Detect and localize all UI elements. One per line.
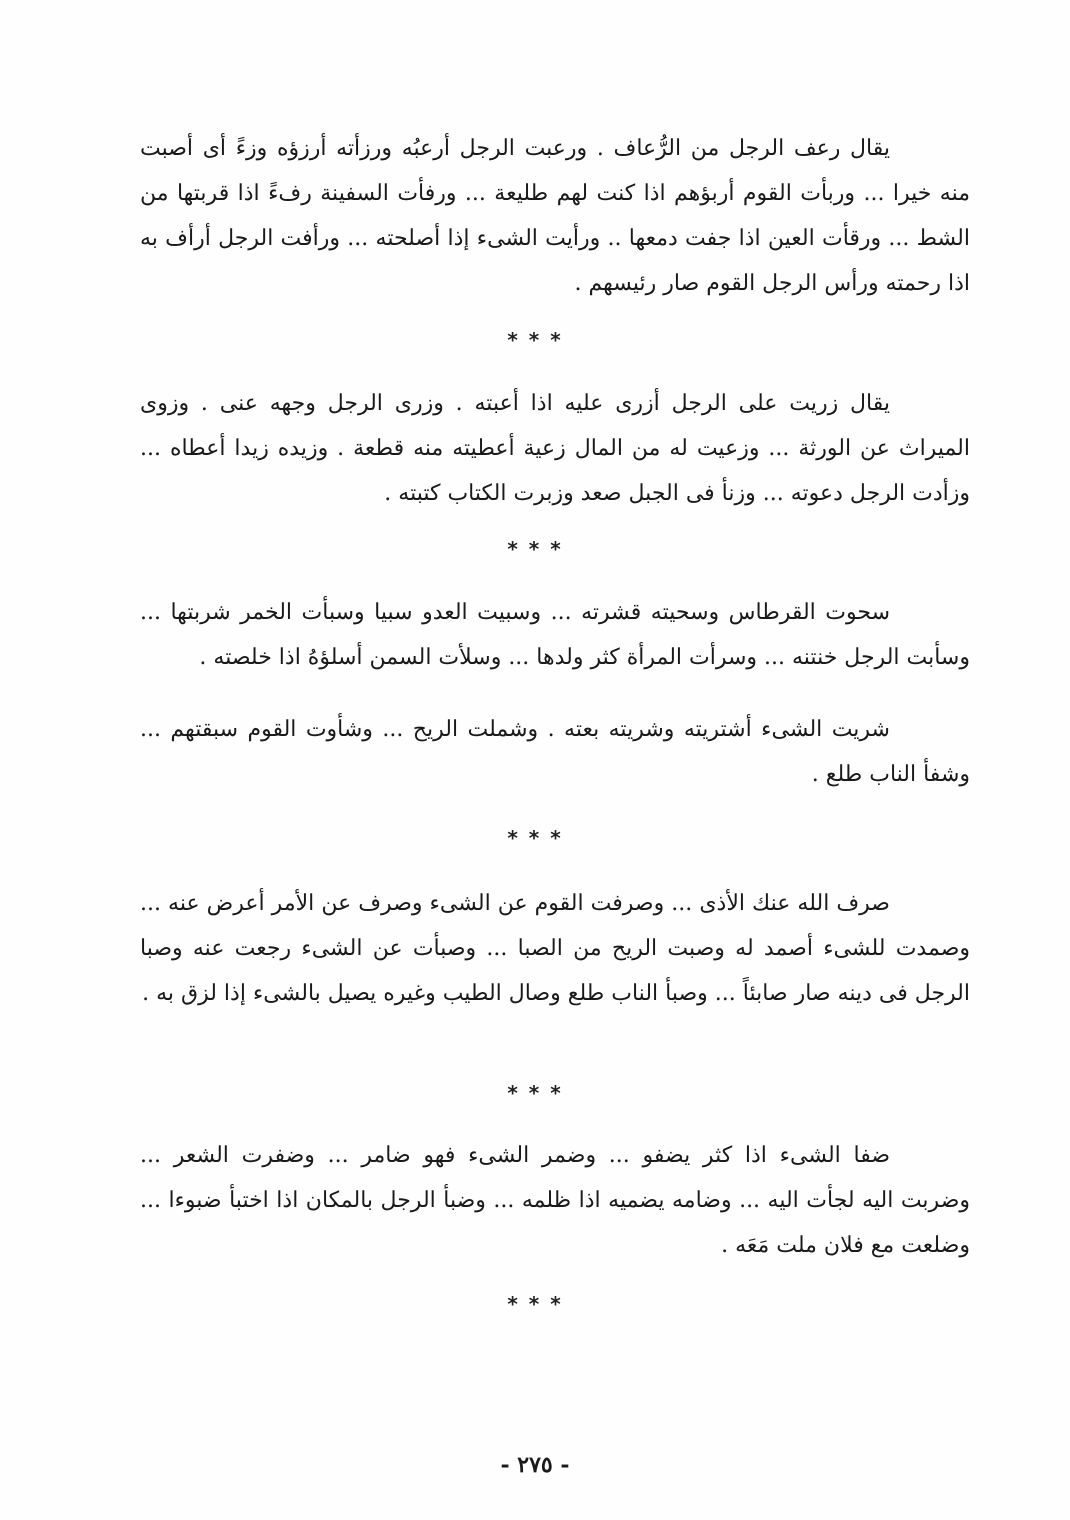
paragraph-text: ضفا الشىء اذا كثر يضفو ... وضمر الشىء فهو ضامر ... وضفرت الشعر ... وضربت اليه لجأت اليه ... وضامه يضميه اذا ظلمه ... وضبأ الرجل بالمكان اذا اختبأ ضبوءا ... وضلعت مع فلان ملت مَعَه . [140, 1143, 970, 1258]
paragraph-text: يقال رعف الرجل من الرُّعاف . ورعبت الرجل أرعبُه ورزأته أرزؤه وزءً أى أصبت منه خيرا ... وربأت القوم أربؤهم اذا كنت لهم طليعة ... ورفأت السفينة رفءً اذا قربتها من الشط ... ورقأت العين اذا جفت دمعها .. ورأيت الشىء إذا أصلحته ... ورأفت الرجل أرأف به اذا رحمته ورأس الرجل القوم صار رئيسهم . [140, 136, 970, 296]
paragraph-shin [140, 707, 970, 797]
paragraph-text: صرف الله عنك الأذى ... وصرفت القوم عن الشىء وصرف عن الأمر أعرض عنه ... وصمدت للشىء أصمد له وصبت الريح من الصبا ... وصبأت عن الشىء رجعت عنه وصبا الرجل فى دينه صار صابئاً ... وصبأ الناب طلع وصال الطيب وغيره يصيل بالشىء إذا لزق به . [140, 891, 970, 1006]
section-separator: * * * [507, 1081, 563, 1105]
section-separator: * * * [507, 826, 563, 850]
paragraph-text: شريت الشىء أشتريته وشريته بعته . وشملت الريح ... وشأوت القوم سبقتهم ... وشفأ الناب طلع . [140, 717, 970, 787]
paragraph-dad [140, 1133, 970, 1268]
paragraph-text: يقال زريت على الرجل أزرى عليه اذا أعبته . وزرى الرجل وجهه عنى . وزوى الميراث عن الورثة ... وزعيت له من المال زعية أعطيته منه قطعة . وزيده زيدا أعطاه ... وزأدت الرجل دعوته ... وزنأ فى الجبل صعد وزبرت الكتاب كتبته . [140, 391, 970, 506]
section-separator: * * * [507, 1292, 563, 1316]
section-separator: * * * [507, 328, 563, 352]
paragraph-za [140, 381, 970, 516]
page-number: - ٢٧٥ - [500, 1452, 570, 1478]
paragraph-sin [140, 590, 970, 680]
paragraph-ra [140, 126, 970, 306]
paragraph-sad [140, 881, 970, 1016]
paragraph-text: سحوت القرطاس وسحيته قشرته ... وسبيت العدو سبيا وسبأت الخمر شربتها ... وسأبت الرجل خنتنه ... وسرأت المرأة كثر ولدها ... وسلأت السمن أسلؤهُ اذا خلصته . [140, 600, 970, 670]
section-separator: * * * [507, 537, 563, 561]
